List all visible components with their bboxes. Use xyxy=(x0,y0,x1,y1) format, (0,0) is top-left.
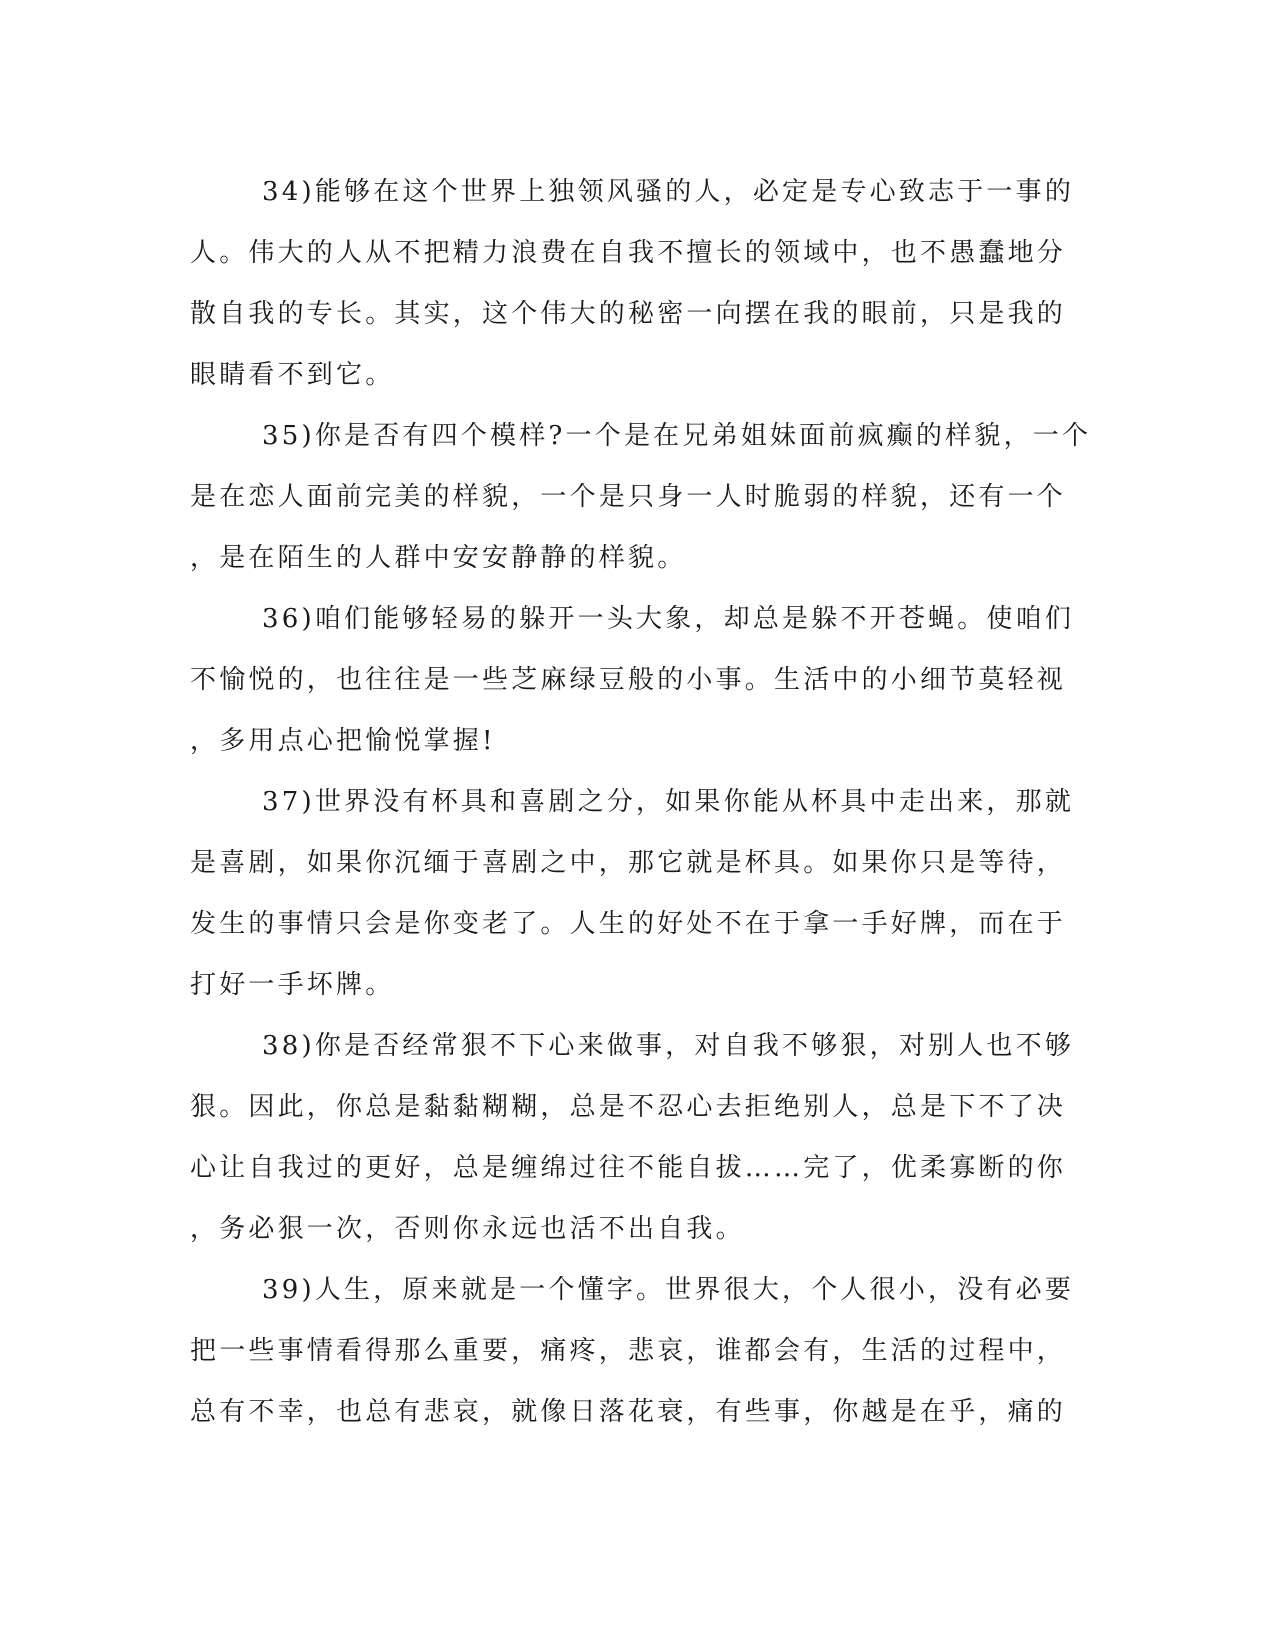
paragraph-line: 不愉悦的，也往往是一些芝麻绿豆般的小事。生活中的小细节莫轻视 xyxy=(190,665,1067,695)
paragraph-line: 39)人生，原来就是一个懂字。世界很大，个人很小，没有必要 xyxy=(262,1275,1075,1305)
paragraph-line: 总有不幸，也总有悲哀，就像日落花衰，有些事，你越是在乎，痛的 xyxy=(190,1397,1067,1427)
document-body xyxy=(190,162,1092,1443)
paragraph-line: 散自我的专长。其实，这个伟大的秘密一向摆在我的眼前，只是我的 xyxy=(190,299,1067,329)
paragraph-line: 37)世界没有杯具和喜剧之分，如果你能从杯具中走出来，那就 xyxy=(262,787,1075,817)
paragraph-line: 34)能够在这个世界上独领风骚的人，必定是专心致志于一事的 xyxy=(262,177,1075,207)
paragraph-line: 36)咱们能够轻易的躲开一头大象，却总是躲不开苍蝇。使咱们 xyxy=(262,604,1075,634)
paragraph-line: 是在恋人面前完美的样貌，一个是只身一人时脆弱的样貌，还有一个 xyxy=(190,482,1067,512)
paragraph-line: 人。伟大的人从不把精力浪费在自我不擅长的领域中，也不愚蠢地分 xyxy=(190,238,1067,268)
paragraph-line: ，是在陌生的人群中安安静静的样貌。 xyxy=(190,543,687,573)
paragraph-line: 38)你是否经常狠不下心来做事，对自我不够狠，对别人也不够 xyxy=(262,1031,1075,1061)
paragraph-37 xyxy=(190,772,1075,1016)
paragraph-line: 35)你是否有四个模样?一个是在兄弟姐妹面前疯癫的样貌，一个 xyxy=(262,421,1092,451)
paragraph-line: ，务必狠一次，否则你永远也活不出自我。 xyxy=(190,1214,745,1244)
paragraph-35 xyxy=(190,406,1092,589)
paragraph-line: 发生的事情只会是你变老了。人生的好处不在于拿一手好牌，而在于 xyxy=(190,909,1067,939)
paragraph-line: 狠。因此，你总是黏黏糊糊，总是不忍心去拒绝别人，总是下不了决 xyxy=(190,1092,1067,1122)
paragraph-34 xyxy=(190,162,1075,406)
paragraph-38 xyxy=(190,1016,1075,1260)
paragraph-36 xyxy=(190,589,1075,772)
paragraph-line: 心让自我过的更好，总是缠绵过往不能自拔……完了，优柔寡断的你 xyxy=(190,1153,1067,1183)
paragraph-39 xyxy=(190,1260,1075,1443)
paragraph-line: 把一些事情看得那么重要，痛疼，悲哀，谁都会有，生活的过程中， xyxy=(190,1336,1067,1366)
paragraph-line: 眼睛看不到它。 xyxy=(190,360,395,390)
paragraph-line: ，多用点心把愉悦掌握! xyxy=(190,726,496,756)
paragraph-line: 是喜剧，如果你沉缅于喜剧之中，那它就是杯具。如果你只是等待， xyxy=(190,848,1067,878)
paragraph-line: 打好一手坏牌。 xyxy=(190,970,395,1000)
